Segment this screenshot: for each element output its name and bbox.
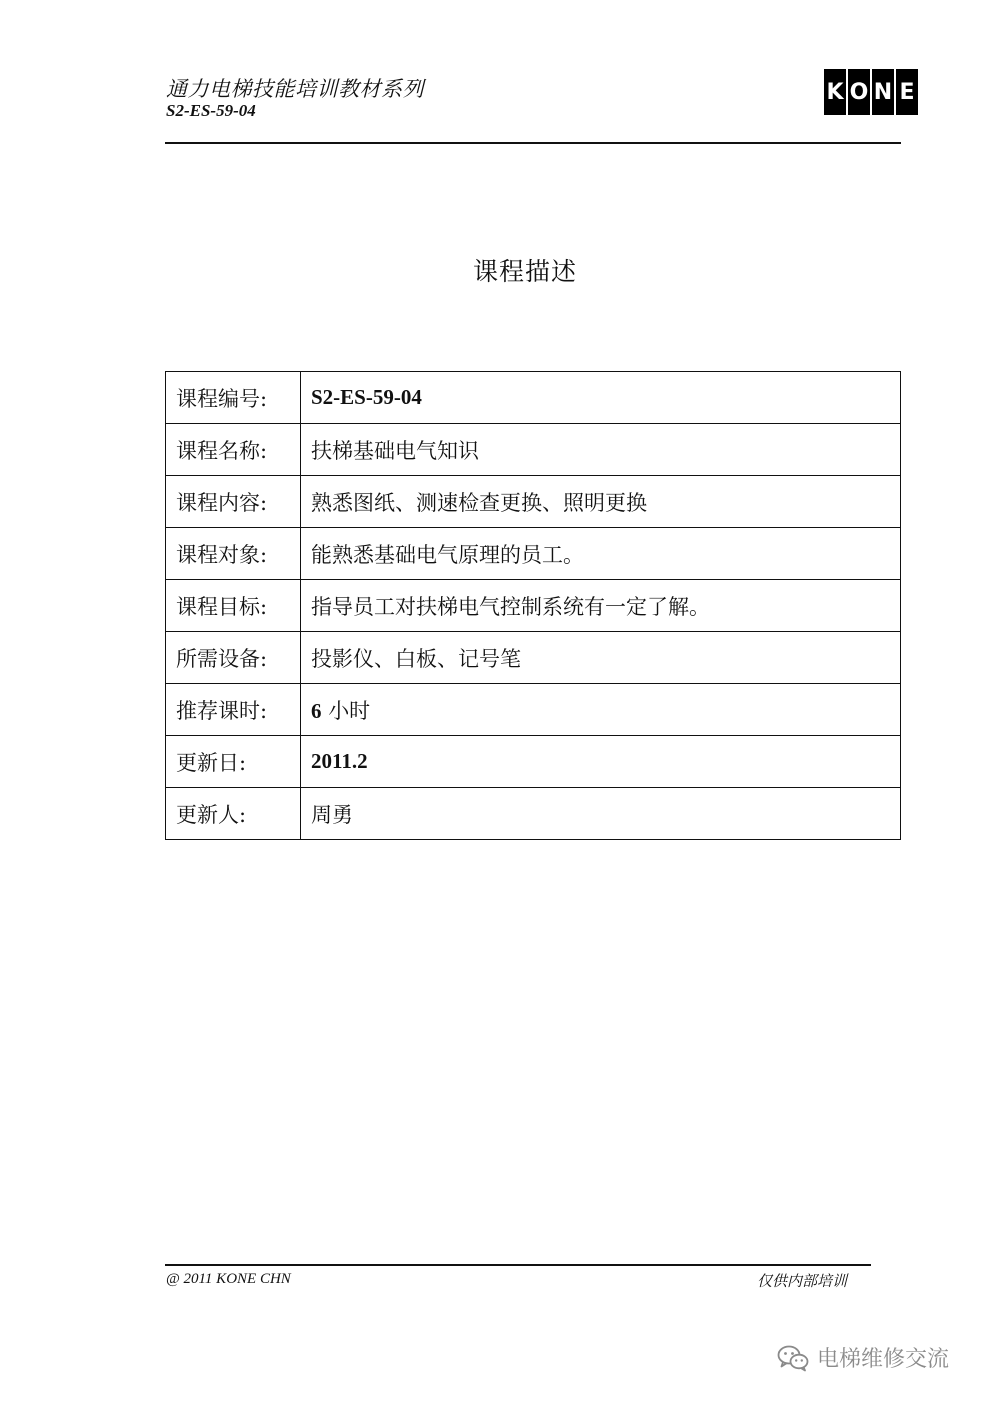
course-info-table — [165, 371, 901, 840]
row-label-course-goal: 课程目标: — [166, 580, 301, 632]
page-title: 课程描述 — [472, 257, 577, 286]
row-value-course-audience: 能熟悉基础电气原理的员工。 — [301, 528, 901, 580]
logo-letter-e: E — [896, 69, 918, 115]
hours-unit: 小时 — [328, 698, 371, 723]
logo-letter-o: O — [848, 69, 870, 115]
logo-letter-n: N — [872, 69, 894, 115]
header-doc-code: S2-ES-59-04 — [166, 101, 256, 120]
kone-logo — [824, 69, 918, 115]
row-label-hours: 推荐课时: — [166, 684, 301, 736]
table-row — [166, 788, 901, 840]
watermark — [777, 1342, 949, 1373]
table-row — [166, 528, 901, 580]
header-series-title: 通力电梯技能培训教材系列 — [166, 77, 424, 101]
hours-number: 6 — [311, 698, 322, 723]
row-value-course-name: 扶梯基础电气知识 — [301, 424, 901, 476]
table-row — [166, 476, 901, 528]
row-value-updated-by: 周勇 — [301, 788, 901, 840]
watermark-text: 电梯维修交流 — [817, 1347, 950, 1372]
row-label-course-name: 课程名称: — [166, 424, 301, 476]
footer-note: 仅供内部培训 — [757, 1272, 848, 1290]
row-value-course-code: S2-ES-59-04 — [301, 372, 901, 424]
table-row — [166, 580, 901, 632]
row-label-course-audience: 课程对象: — [166, 528, 301, 580]
table-row — [166, 424, 901, 476]
row-value-update-date: 2011.2 — [301, 736, 901, 788]
footer-copyright: @ 2011 KONE CHN — [166, 1271, 291, 1287]
table-row — [166, 684, 901, 736]
wechat-icon — [777, 1344, 809, 1372]
row-label-update-date: 更新日: — [166, 736, 301, 788]
table-row — [166, 372, 901, 424]
row-value-course-content: 熟悉图纸、测速检查更换、照明更换 — [301, 476, 901, 528]
footer-divider — [165, 1264, 871, 1266]
row-value-hours — [301, 684, 901, 736]
row-label-updated-by: 更新人: — [166, 788, 301, 840]
table-row — [166, 632, 901, 684]
row-label-equipment: 所需设备: — [166, 632, 301, 684]
row-value-equipment: 投影仪、白板、记号笔 — [301, 632, 901, 684]
logo-letter-k: K — [824, 69, 846, 115]
row-label-course-code: 课程编号: — [166, 372, 301, 424]
table-row — [166, 736, 901, 788]
row-value-course-goal: 指导员工对扶梯电气控制系统有一定了解。 — [301, 580, 901, 632]
row-label-course-content: 课程内容: — [166, 476, 301, 528]
header-divider — [165, 142, 901, 144]
